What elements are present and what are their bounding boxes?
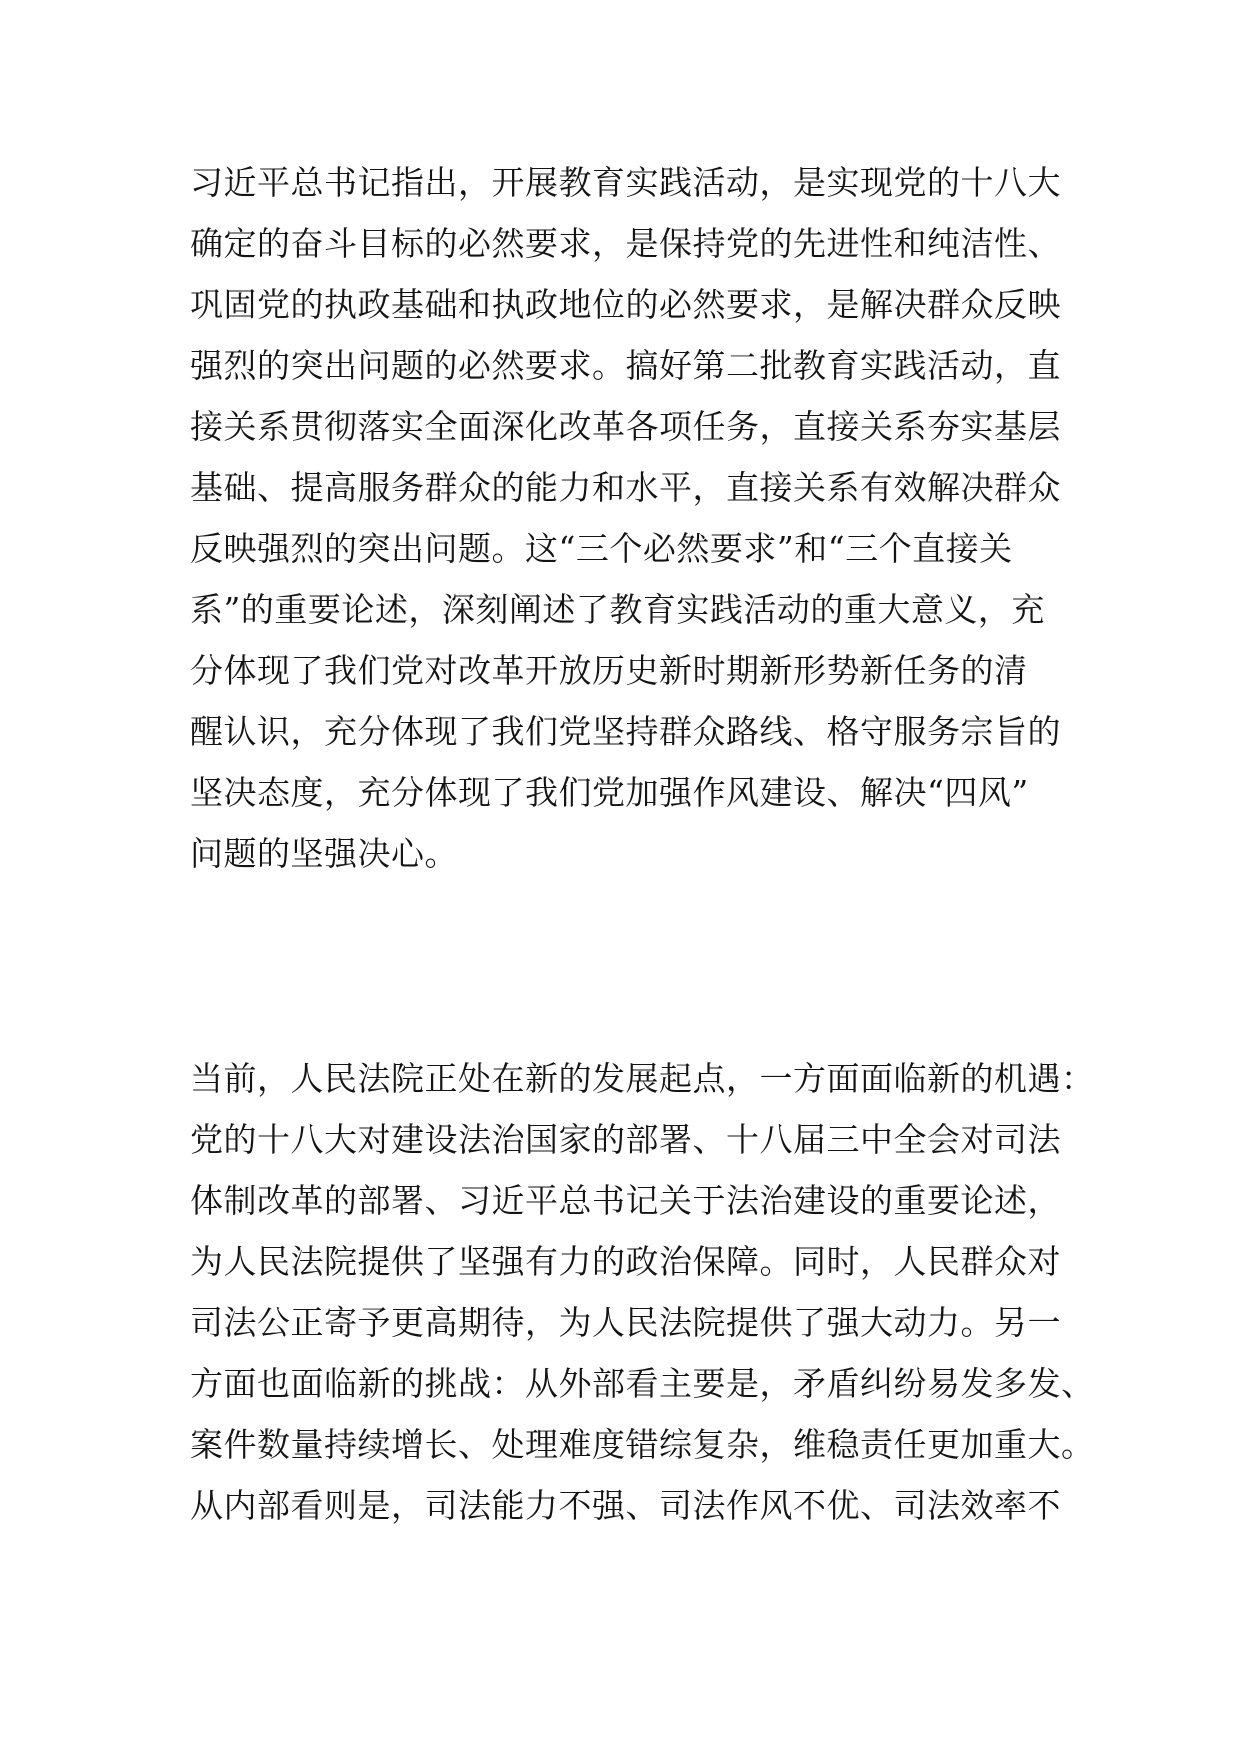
text-line: 体制改革的部署、习近平总书记关于法治建设的重要论述， (190, 1181, 1061, 1220)
text-line: 基础、提高服务群众的能力和水平，直接关系有效解决群众 (190, 468, 1061, 507)
text-line: 从内部看则是，司法能力不强、司法作风不优、司法效率不 (190, 1486, 1061, 1525)
text-line: 方面也面临新的挑战：从外部看主要是，矛盾纠纷易发多发、 (190, 1364, 1095, 1403)
text-line: 党的十八大对建设法治国家的部署、十八届三中全会对司法 (190, 1120, 1061, 1159)
text-line: 巩固党的执政基础和执政地位的必然要求，是解决群众反映 (190, 285, 1061, 324)
text-line: 案件数量持续增长、处理难度错综复杂，维稳责任更加重大。 (190, 1425, 1095, 1464)
text-line: 为人民法院提供了坚强有力的政治保障。同时，人民群众对 (190, 1242, 1061, 1281)
text-line: 坚决态度，充分体现了我们党加强作风建设、解决“四风” (190, 773, 1029, 812)
text-line: 醒认识，充分体现了我们党坚持群众路线、格守服务宗旨的 (190, 712, 1061, 751)
text-line: 反映强烈的突出问题。这“三个必然要求”和“三个直接关 (190, 529, 1013, 568)
text-line: 强烈的突出问题的必然要求。搞好第二批教育实践活动，直 (190, 346, 1061, 385)
text-line: 当前，人民法院正处在新的发展起点，一方面面临新的机遇： (190, 1059, 1095, 1098)
text-line: 接关系贯彻落实全面深化改革各项任务，直接关系夯实基层 (190, 407, 1061, 446)
text-line: 习近平总书记指出，开展教育实践活动，是实现党的十八大 (190, 163, 1061, 202)
text-line: 分体现了我们党对改革开放历史新时期新形势新任务的清 (190, 651, 1028, 690)
paragraph-2 (190, 1048, 1095, 1536)
text-line: 系”的重要论述，深刻阐述了教育实践活动的重大意义，充 (190, 590, 1045, 629)
paragraph-1 (190, 152, 1070, 884)
text-line: 司法公正寄予更高期待，为人民法院提供了强大动力。另一 (190, 1303, 1061, 1342)
text-line: 问题的坚强决心。 (190, 834, 458, 873)
text-line: 确定的奋斗目标的必然要求，是保持党的先进性和纯洁性、 (190, 224, 1061, 263)
